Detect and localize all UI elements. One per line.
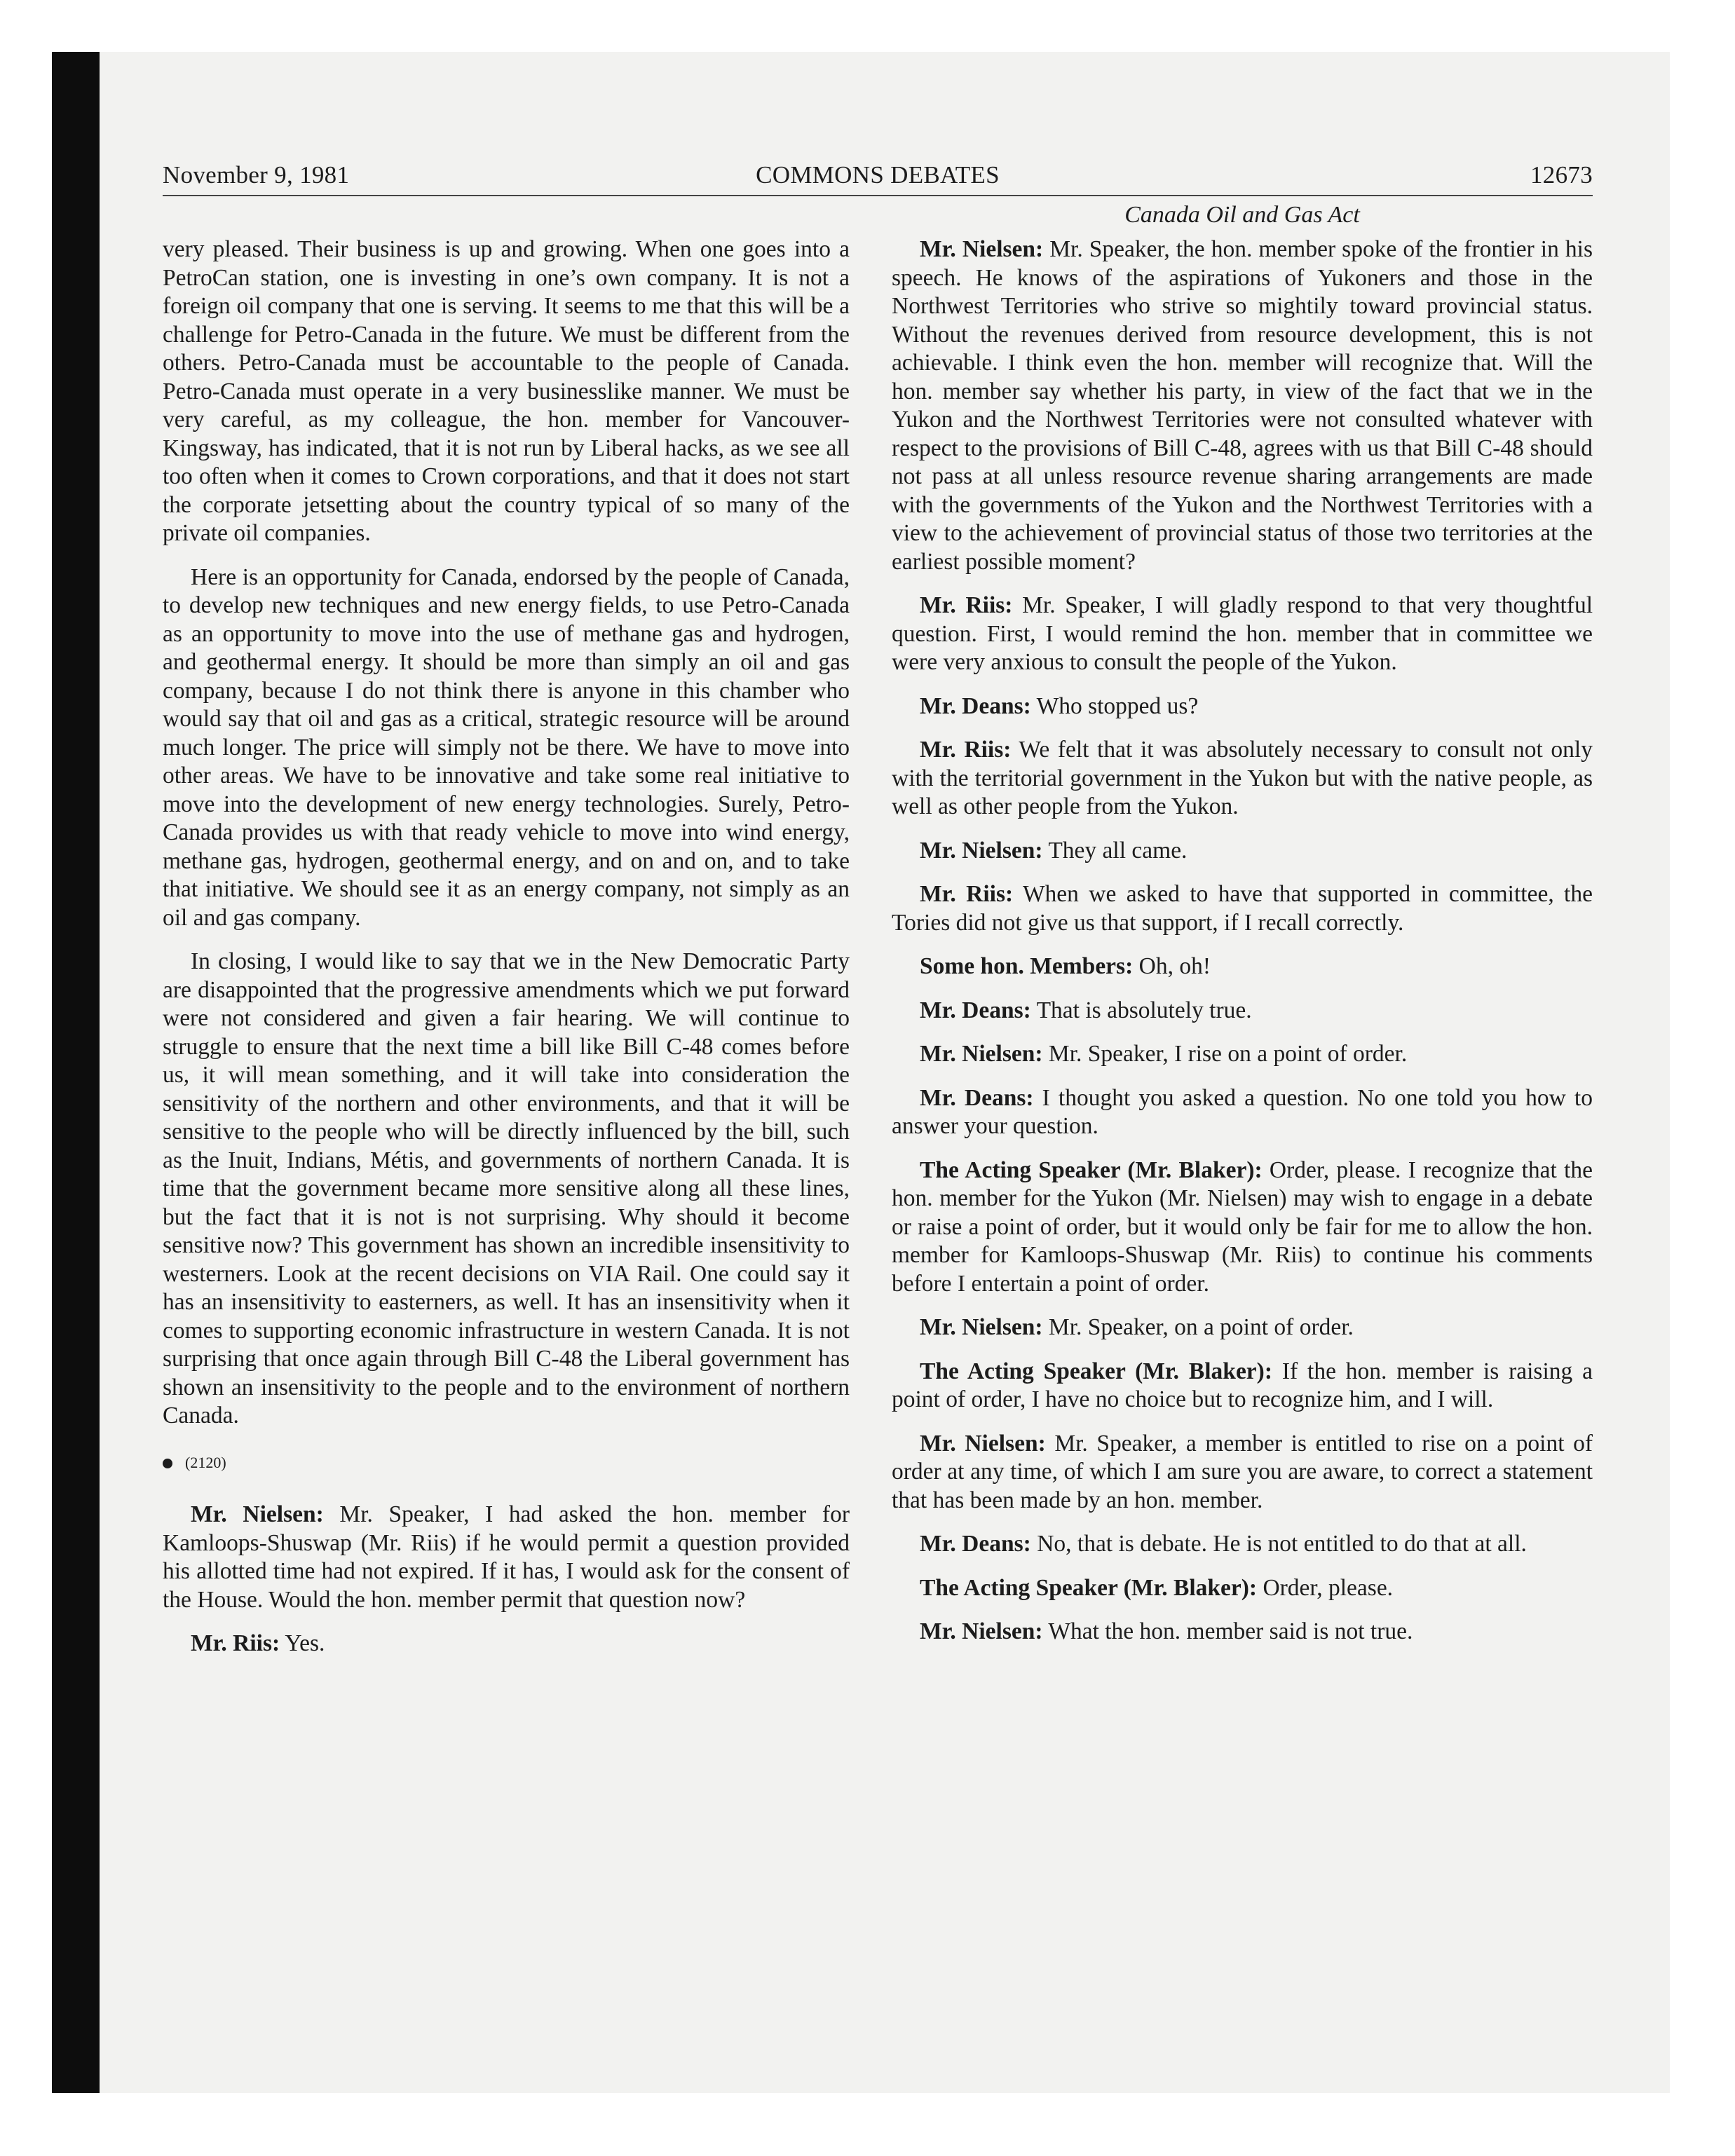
speech-text: Mr. Speaker, I will gladly respond to that very thoughtful question. First, I would remind the hon. member that in committee we were very anxious to consult the people of the Yukon. [892,592,1593,675]
binding-edge-shadow [52,52,100,2093]
speech-text: When we asked to have that supported in committee, the Tories did not give us that support, if I recall correctly. [892,881,1593,936]
section-title: Canada Oil and Gas Act [1124,202,1360,228]
exchange [892,1314,1593,1342]
time-marker [163,1449,850,1478]
speech-text: Mr. Speaker, on a point of order. [1048,1314,1354,1340]
speech-text: Yes. [285,1630,325,1656]
speaker-name: Mr. Deans: [920,1084,1034,1111]
exchange [892,1430,1593,1515]
speaker-name: The Acting Speaker (Mr. Blaker): [920,1157,1263,1183]
speaker-name: Mr. Deans: [920,1531,1031,1557]
exchange [892,1040,1593,1069]
speech-text: We felt that it was absolutely necessary to consult not only with the territorial government in the Yukon but with the native people, as well as other people from the Yukon. [892,737,1593,819]
speech-text: Mr. Speaker, I had asked the hon. member for Kamloops-Shuswap (Mr. Riis) if he would permit a question provided his allotted time had not expired. If it has, I would ask for the consent of the House. Would the hon. member permit that question now? [163,1501,850,1613]
speaker-name: Mr. Deans: [920,692,1031,719]
exchange [892,592,1593,677]
speaker-name: Mr. Deans: [920,997,1031,1023]
speaker-name: Some hon. Members: [920,953,1134,979]
speaker-name: Mr. Riis: [920,881,1014,907]
speech-text: Mr. Speaker, the hon. member spoke of the frontier in his speech. He knows of the aspirations of Yukoners and those in the Northwest Territories who strive so mightily toward provincial status. Without the revenues derived from resource development, this is not achievable. I think even the hon. member will recognize that. Will the hon. member say whether his party, in view of the fact that we in the Yukon and the Northwest Territories were not consulted whatever with respect to the provisions of Bill C-48, agrees with us that Bill C-48 should not pass at all unless resource revenue sharing arrangements are made with the governments of the Yukon and the Northwest Territories with a view to the achievement of provincial status of those two territories at the earliest possible moment? [892,236,1593,575]
left-column [163,236,850,1674]
speaker-name: Mr. Nielsen: [920,1314,1043,1340]
speech-text: If the hon. member is raising a point of order, I have no choice but to recognize him, and I will. [892,1358,1593,1412]
speech-text: Oh, oh! [1138,953,1211,979]
exchange [892,692,1593,721]
paragraph: Here is an opportunity for Canada, endorsed by the people of Canada, to develop new techniques and new energy fields, to use Petro-Canada as an opportunity to move into the use of methane gas and hydrogen, and geothermal energy. It should be more than simply an oil and gas company, because I do not think there is anyone in this chamber who would say that oil and gas as a critical, strategic resource will be around much longer. The price will simply not be there. We have to move into other areas. We have to be innovative and take some real initiative to move into the development of new energy technologies. Surely, Petro-Canada provides us with that ready vehicle to move into wind energy, methane gas, hydrogen, geothermal energy, and on and on, and to take that initiative. We should see it as an energy company, not simply as an oil and gas company. [163,564,850,931]
header-date: November 9, 1981 [163,161,350,189]
speaker-name: Mr. Nielsen: [920,236,1044,262]
speaker-name: The Acting Speaker (Mr. Blaker): [920,1358,1272,1384]
speech-text: Who stopped us? [1036,692,1199,719]
speaker-name: Mr. Riis: [920,592,1013,618]
exchange [892,997,1593,1025]
exchange [163,1630,850,1658]
exchange [892,1530,1593,1559]
speech-text: Order, please. [1263,1574,1394,1601]
exchange [163,1501,850,1614]
speaker-name: Mr. Nielsen: [191,1501,324,1527]
header-publication: COMMONS DEBATES [756,161,1000,189]
hansard-page [163,161,1593,1656]
bullet-icon [163,1459,172,1468]
paragraph: very pleased. Their business is up and growing. When one goes into a PetroCan station, one is investing in one’s own company. It is not a foreign oil company that one is serving. It seems to me that this will be a challenge for Petro-Canada in the future. We must be different from the others. Petro-Canada must be accountable to the people of Canada. Petro-Canada must operate in a very businesslike manner. We must be very careful, as my colleague, the hon. member for Vancouver-Kingsway, has indicated, that it is not run by Liberal hacks, as we see all too often when it comes to Crown corporations, and that it does not start the corporate jetsetting about the country typical of so many of the private oil companies. [163,236,850,546]
exchange [892,1358,1593,1414]
speech-text: That is absolutely true. [1036,997,1252,1023]
exchange [892,953,1593,981]
exchange [892,837,1593,866]
speaker-name: The Acting Speaker (Mr. Blaker): [920,1574,1258,1601]
exchange [892,736,1593,821]
right-column [892,200,1593,1662]
speaker-name: Mr. Nielsen: [920,1618,1043,1644]
speaker-name: Mr. Riis: [191,1630,280,1656]
speech-text: No, that is debate. He is not entitled to do that at all. [1037,1531,1527,1557]
speaker-name: Mr. Nielsen: [920,1430,1046,1456]
exchange [892,236,1593,576]
speech-text: What the hon. member said is not true. [1048,1618,1413,1644]
paragraph: In closing, I would like to say that we in the New Democratic Party are disappointed that the progressive amendments which we put forward were not considered and given a fair hearing. We will continue to struggle to ensure that the next time a bill like Bill C-48 comes before us, it will mean something, and it will take into consideration the sensitivity of the northern and other environments, and that it will be sensitive to the people who will be directly influenced by the bill, such as the Inuit, Indians, Métis, and governments of northern Canada. It is time that the government became more sensitive along all these lines, but the fact that it is not is not surprising. Why should it become sensitive now? This government has shown an incredible insensitivity to westerners. Look at the recent decisions on VIA Rail. One could say it has an insensitivity to easterners, as well. It has an insensitivity when it comes to supporting economic infrastructure in western Canada. It is not surprising that once again through Bill C-48 the Liberal government has shown an insensitivity to the people and to the environment of northern Canada. [163,948,850,1428]
speech-text: Mr. Speaker, I rise on a point of order. [1048,1041,1408,1067]
exchange [892,1084,1593,1141]
speaker-name: Mr. Nielsen: [920,837,1043,864]
page-header [163,161,1593,196]
exchange [892,1574,1593,1603]
exchange [892,880,1593,937]
speech-text: They all came. [1048,837,1188,864]
exchange [892,1618,1593,1646]
speech-text: I thought you asked a question. No one told you how to answer your question. [892,1084,1593,1139]
speaker-name: Mr. Nielsen: [920,1041,1043,1067]
time-marker-text: (2120) [185,1453,226,1471]
speech-text: Mr. Speaker, a member is entitled to rise on a point of order at any time, of which I am sure you are aware, to correct a statement that has been made by an hon. member. [892,1430,1593,1513]
speech-text: Order, please. I recognize that the hon. member for the Yukon (Mr. Nielsen) may wish to engage in a debate or raise a point of order, but it would only be fair for me to allow the hon. member for Kamloops-Shuswap (Mr. Riis) to continue his comments before I entertain a point of order. [892,1157,1593,1297]
header-page-number: 12673 [1530,161,1593,189]
exchange [892,1157,1593,1299]
speaker-name: Mr. Riis: [920,737,1012,763]
